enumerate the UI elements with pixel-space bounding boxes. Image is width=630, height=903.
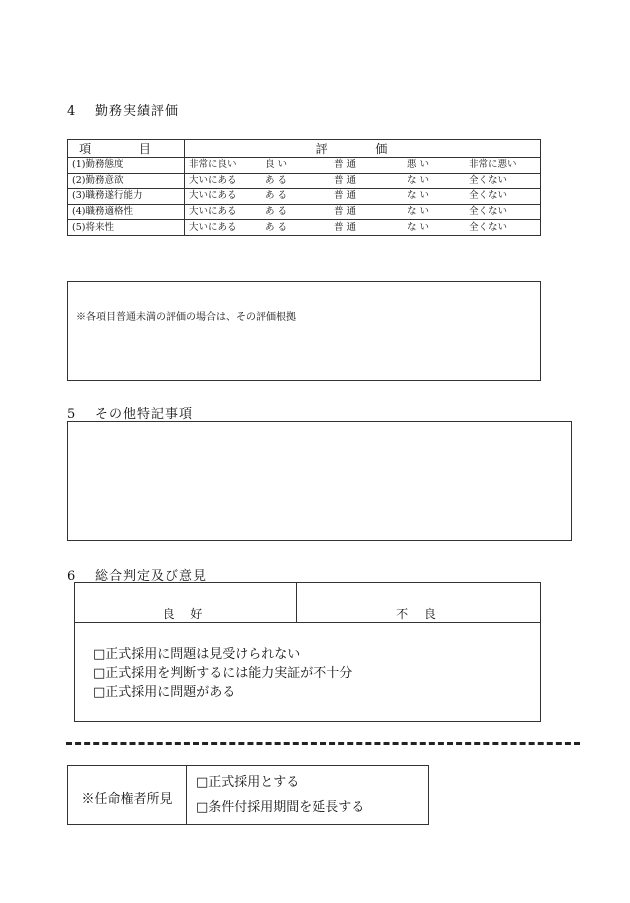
row-label: (1)勤務態度 [68, 158, 185, 174]
option: 全くない [469, 221, 508, 233]
option: あ る [265, 174, 288, 186]
check-item[interactable]: □条件付採用期間を延長する [196, 800, 365, 815]
option: な い [407, 221, 430, 233]
good-label[interactable]: 良 好 [162, 607, 209, 621]
table-row [68, 158, 541, 174]
option: な い [407, 174, 430, 186]
row-label: (4)職務適格性 [68, 204, 185, 220]
section-title: 総合判定及び意見 [95, 569, 208, 584]
section-5-heading [67, 403, 193, 422]
evaluation-table [67, 139, 541, 236]
row-label: (5)将来性 [68, 220, 185, 236]
option: あ る [265, 221, 288, 233]
option: な い [407, 190, 430, 202]
judgement-checklist [93, 645, 352, 702]
check-item[interactable]: □正式採用を判断するには能力実証が不十分 [93, 666, 353, 681]
option: 全くない [469, 174, 508, 186]
option: 普 通 [334, 159, 357, 171]
option: 全くない [469, 190, 508, 202]
section-title: 勤務実績評価 [95, 104, 180, 119]
section-number: 4 [67, 104, 77, 119]
row-options [185, 189, 541, 205]
option: 良 い [265, 159, 288, 171]
row-options [185, 220, 541, 236]
judgement-box [74, 582, 541, 722]
option: 大いにある [189, 221, 237, 233]
option: 悪 い [407, 159, 430, 171]
option: 普 通 [334, 174, 357, 186]
appointer-box [67, 765, 429, 825]
option: 非常に悪い [469, 159, 517, 171]
option: 大いにある [189, 206, 237, 218]
option: 普 通 [334, 190, 357, 202]
option: あ る [265, 206, 288, 218]
option: 非常に良い [189, 159, 237, 171]
row-label: (3)職務遂行能力 [68, 189, 185, 205]
evaluation-basis-box[interactable] [67, 281, 541, 381]
bad-label[interactable]: 不 良 [396, 607, 442, 621]
appointer-label: ※任命権者所見 [81, 792, 173, 807]
row-label: (2)勤務意欲 [68, 173, 185, 189]
appointer-options [196, 770, 364, 820]
option: 普 通 [334, 221, 357, 233]
check-item[interactable]: □正式採用とする [196, 775, 300, 790]
table-row [68, 204, 541, 220]
cut-line [66, 742, 580, 745]
section-number: 6 [67, 569, 77, 584]
option: 全くない [469, 206, 508, 218]
table-row [68, 220, 541, 236]
section-title: その他特記事項 [95, 407, 194, 422]
header-eval: 評 価 [185, 140, 541, 158]
table-row [68, 173, 541, 189]
option: 大いにある [189, 174, 237, 186]
option: あ る [265, 190, 288, 202]
evaluation-basis-note: ※各項目普通未満の評価の場合は、その評価根拠 [76, 312, 296, 323]
option: 普 通 [334, 206, 357, 218]
check-item[interactable]: □正式採用に問題がある [93, 685, 236, 700]
section-4-heading [67, 100, 179, 119]
table-row [68, 189, 541, 205]
row-options [185, 204, 541, 220]
remarks-box[interactable] [67, 421, 572, 541]
evaluation-header-row [68, 140, 541, 158]
judgement-header-divider [75, 622, 540, 623]
option: な い [407, 206, 430, 218]
row-options [185, 158, 541, 174]
option: 大いにある [189, 190, 237, 202]
header-item: 項 目 [68, 140, 185, 158]
section-number: 5 [67, 407, 77, 422]
row-options [185, 173, 541, 189]
appointer-divider [186, 766, 187, 824]
check-item[interactable]: □正式採用に問題は見受けられない [93, 647, 301, 662]
